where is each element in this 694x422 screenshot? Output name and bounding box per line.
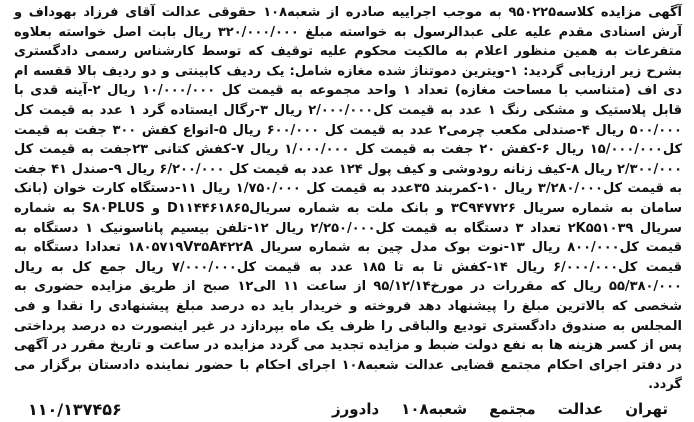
footer-office: دادورز [332,400,380,418]
footer-notice-code: ۱۱۰/۱۳۷۴۵۶ [28,399,122,419]
footer-city: تهران [625,400,668,418]
auction-notice-body [14,3,682,395]
footer-complex: مجتمع [489,400,536,418]
notice-footer [28,398,668,420]
footer-justice: عدالت [557,400,604,418]
notice-text: آگهی مزایده کلاسه۹۵۰۲۲۵ به موجب اجراییه صادره از شعبه۱۰۸ حقوقی عدالت آقای فرزاد بهوداف و آرش اسنادی مقدم علیه علی عبدالرسول به خواسته مبلغ ۳۲۰/۰۰۰/۰۰۰ ریال بابت اصل خواسته بعلاوه متفرعات به همین منظور اعلام به مالکیت محکوم علیه توقیف که توسط کارشناس رسمی دادگستری بشرح زیر ارزیابی گردید: ۱-ویترین دموتناژ شده مغازه شامل: یک ردیف کابینتی و دو ردیف بالا قفسه ام دی اف (متناسب با مساحت مغازه) تعداد ۱ واحد مجموعه به قیمت کل ۱۰/۰۰۰/۰۰۰ ریال ۲-آینه قدی با قابل پلاستیک و مشکی رنگ ۱ عدد به قیمت کل۲/۰۰۰/۰۰۰ ریال ۳-رگال ایستاده گرد ۱ عدد به قیمت کل ۵۰۰/۰۰۰ ریال ۴-صندلی مکعب چرمی۲ عدد به قیمت کل ۶۰۰/۰۰۰ ریال ۵-انواع کفش ۳۰۰ جفت به قیمت کل۱۵/۰۰۰/۰۰۰ ریال ۶-کفش ۲۰ جفت به قیمت کل ۱/۰۰۰/۰۰۰ ریال ۷-کفش کتانی ۲۳جفت به قیمت کل ۲/۳۰۰/۰۰۰ ریال ۸-کیف زنانه رودوشی و کیف پول ۱۲۴ عدد به قیمت کل ۶/۲۰۰/۰۰۰ ریال ۹-صندل ۴۱ جفت به قیمت کل۳/۲۸۰/۰۰۰ ریال ۱۰-کمربند ۳۵عدد به قیمت کل ۱/۷۵۰/۰۰۰ ریال ۱۱-دستگاه کارت خوان (بانک سامان به شماره سریال ۳C۹۴۷۷۲۶ و بانک ملت به شماره سریالD۱۱۴۴۶۱۸۶۵ و S۸۰PLUS به شماره سریال ۲K۵۵۱۰۳۹ تعداد ۳ دستگاه به قیمت کل۲/۲۵۰/۰۰۰ ریال ۱۲-تلفن بیسیم پاناسونیک ۱ دستگاه به قیمت کل۸۰۰/۰۰۰ ریال ۱۳-نوت بوک مدل چین به شماره سریال ۱۸۰۵۷۱۹V۳۵A۴۲۲A تعدادا دستگاه به قیمت کل۶/۰۰۰/۰۰۰ ریال ۱۴-کفش تا به تا ۱۸۵ عدد به قیمت کل۷/۰۰۰/۰۰۰ ریال جمع کل به ریال ۵۵/۳۸۰/۰۰۰ ریال که مقررات در مورخ۹۵/۱۲/۱۴ از ساعت ۱۱ الی۱۲ صبح از طریق مزایده حضوری به شخصی که بالاترین مبلغ را پیشنهاد دهد فروخته و خریدار باید ده درصد مبلغ پیشنهادی را نقدا و فی المجلس به صندوق دادگستری تودیع والباقی را ظرف یک ماه بپردازد در غیر اینصورت ده درصد پرداختی پس از کسر هزینه ها به نفع دولت ضبط و مزایده تجدید می گردد مزایده در ساعت و تاریخ مقرر در آگهی در دفتر اجرای احکام مجتمع قضایی عدالت شعبه۱۰۸ اجرای احکام با حضور نماینده دادستان برگزار می گردد. [14,5,683,393]
footer-branch: شعبه۱۰۸ [401,400,468,418]
footer-signature-line [332,400,668,418]
